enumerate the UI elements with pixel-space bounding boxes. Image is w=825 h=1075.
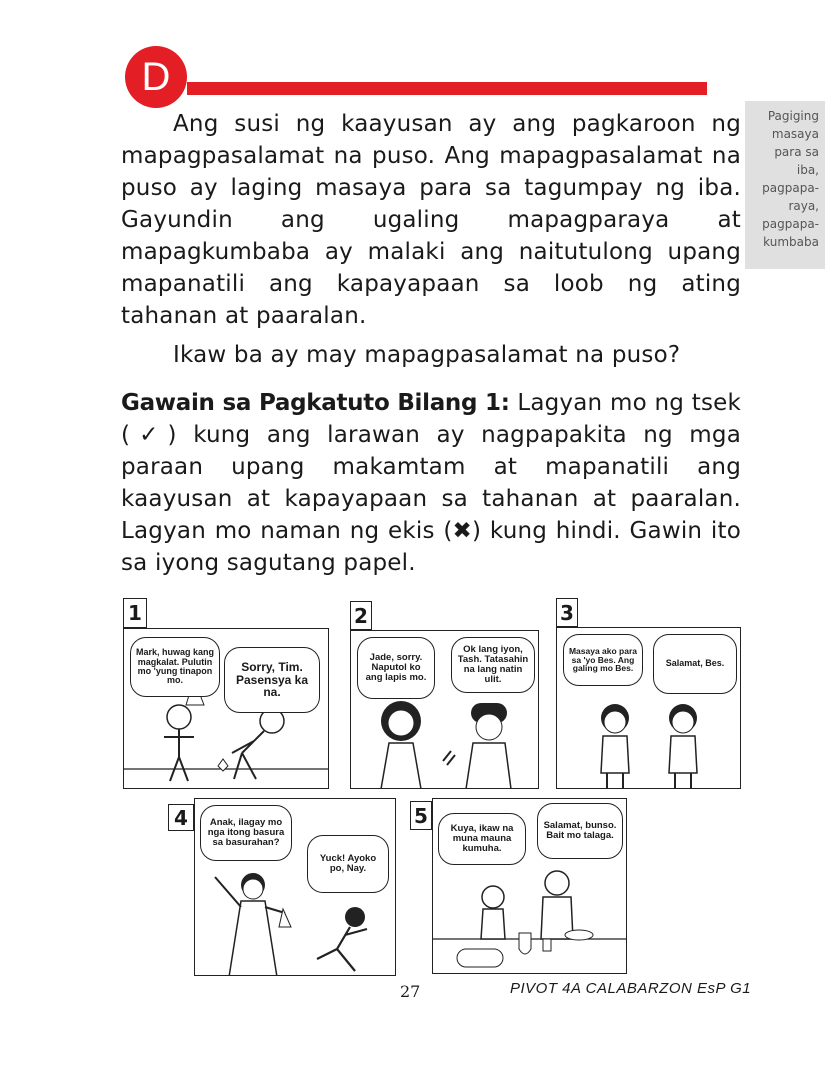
panel-1-number: 1: [123, 598, 147, 628]
panel-4-number: 4: [168, 804, 194, 831]
panel-2-number: 2: [350, 601, 372, 630]
panel-3-bubble-b: Salamat, Bes.: [653, 634, 737, 694]
comic-panel-5: [432, 798, 627, 974]
intro-paragraph: Ang susi ng kaayusan ay ang pagkaroon ng mapagpasalamat na puso. Ang mapagpasalamat na puso ay laging masaya para sa tagumpay ng iba. Gayundin ang ugaling mapagparaya at mapagkumbaba ay malaki ang naitutulong upang mapanatili ang kapayapaan sa loob ng ating tahanan at paaralan.: [121, 111, 741, 329]
sidebar-topic-tag: Pagiging masaya para sa iba, pagpapa- raya, pagpapa- kumbaba: [745, 101, 825, 269]
panel-4-bubble-b: Yuck! Ayoko po, Nay.: [307, 835, 389, 893]
panel-1-bubble-b: Sorry, Tim. Pasensya ka na.: [224, 647, 320, 713]
panel-3-bubble-a: Masaya ako para sa 'yo Bes. Ang galing mo Bes.: [563, 634, 643, 686]
panel-3-number: 3: [556, 598, 578, 627]
section-badge: D: [125, 46, 187, 108]
panel-1-bubble-a: Mark, huwag kang magkalat. Pulutin mo 'yung tinapon mo.: [130, 637, 220, 697]
comic-panel-2: [350, 630, 539, 789]
question-paragraph: Ikaw ba ay may mapagpasalamat na puso?: [173, 342, 681, 368]
panel-5-bubble-b: Salamat, bunso. Bait mo talaga.: [537, 803, 623, 859]
panel-2-bubble-a: Jade, sorry. Naputol ko ang lapis mo.: [357, 637, 435, 699]
activity-instructions: Lagyan mo ng tsek (✓) kung ang larawan ay nagpapakita ng mga paraan upang makamtam at mapanatili ang kaayusan at kapayapaan sa tahanan at paaralan. Lagyan mo naman ng ekis (✖) kung hindi. Gawin ito sa iyong sagutang papel.: [121, 390, 742, 576]
page-number: 27: [400, 982, 421, 1001]
panel-5-bubble-a: Kuya, ikaw na muna mauna kumuha.: [438, 813, 526, 865]
panel-2-bubble-b: Ok lang iyon, Tash. Tatasahin na lang natin ulit.: [451, 637, 535, 693]
comic-panel-3: [556, 627, 741, 789]
footer-credit: PIVOT 4A CALABARZON EsP G1: [510, 980, 752, 997]
panel-4-bubble-a: Anak, ilagay mo nga itong basura sa basurahan?: [200, 805, 292, 861]
header-red-bar: [187, 82, 707, 95]
comic-panel-1: [123, 628, 329, 789]
activity-paragraph: [121, 387, 741, 579]
comic-panel-4: [194, 798, 396, 976]
activity-title: Gawain sa Pagkatuto Bilang 1:: [121, 390, 510, 416]
panel-5-number: 5: [410, 801, 432, 830]
